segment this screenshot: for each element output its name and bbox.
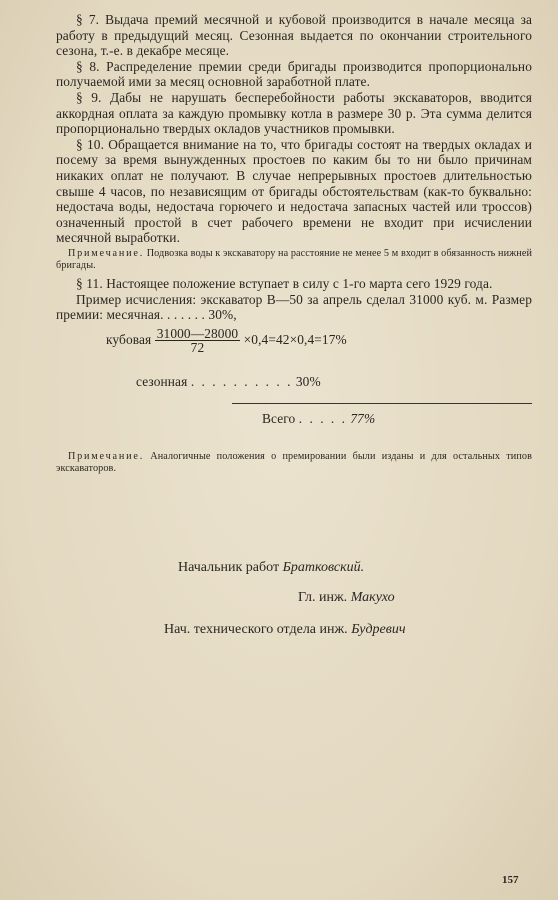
premium-calculation — [56, 325, 532, 445]
cubic-formula: ×0,4=42×0,4=17% — [243, 331, 347, 347]
fraction-denominator: 72 — [190, 339, 205, 355]
note-analogous — [56, 451, 532, 475]
fraction — [155, 327, 240, 355]
calculation-example: Пример исчисления: экскаватор В—50 за апрель сделал 31000 куб. м. Размер премии: месячная. . . . . . . 30%, — [56, 291, 532, 323]
total-value: 77% — [350, 410, 376, 426]
total-dots: . . . . . — [298, 410, 347, 426]
note2-label: Примечание. — [68, 450, 145, 462]
paragraph-9: § 9. Дабы не нарушать бесперебойности работы экскаваторов, вводится аккордная оплата за каждую промывку котла в размере 30 р. Эта сумма делится пропорционально твердых окладов участников промывки. — [56, 89, 532, 137]
signature-tech-department — [164, 622, 406, 638]
note2-text: Аналогичные положения о премировании были изданы и для остальных типов экскаваторов. — [56, 450, 532, 474]
seasonal-dots: . . . . . . . . . . — [190, 373, 293, 389]
paragraph-8: § 8. Распределение премии среди бригады производится пропорционально получаемой ими за месяц основной заработной плате. — [56, 58, 532, 90]
total-rule — [232, 403, 532, 404]
paragraph-11: § 11. Настоящее положение вступает в силу с 1-го марта сего 1929 года. — [76, 275, 493, 291]
signature-name: Будревич — [351, 622, 406, 637]
paragraph-7: § 7. Выдача премий месячной и кубовой производится в начале месяца за работу в предыдущий месяц. Сезонная выдается по окончании строительного сезона, т.-е. в декабре месяце. — [56, 12, 532, 59]
signature-name: Макухо — [350, 590, 395, 605]
note-water — [56, 248, 532, 272]
page-number: 157 — [502, 874, 519, 886]
cubic-label: кубовая — [106, 331, 152, 347]
signature-chief-of-works — [178, 560, 364, 576]
main-text — [56, 12, 532, 479]
signature-name: Братковский. — [282, 560, 365, 575]
seasonal-row — [136, 374, 321, 390]
signature-title: Нач. технического отдела инж. — [164, 622, 348, 637]
seasonal-value: 30% — [295, 373, 321, 389]
note-text: Подвозка воды к экскаватору на расстояние не менее 5 м входит в обязанность нижней бригады. — [56, 247, 532, 271]
signature-chief-engineer — [298, 590, 395, 606]
total-label: Всего — [262, 410, 296, 426]
note-label: Примечание. — [68, 247, 145, 259]
total-row — [262, 411, 375, 427]
paragraph-10: § 10. Обращается внимание на то, что бригады состоят на твердых окладах и посему за время вынужденных простоев по каким бы то ни было причинам никаких оплат не получают. В случае непрерывных простоев длительностью свыше 4 часов, по независящим от бригады обстоятельствам (как-то буквально: недостача воды, недостача горючего и недостача запасных частей или троссов) означенный простой в счет рабочего времени не входит при исчислении месячной выработки. — [56, 136, 532, 246]
fraction-numerator: 31000—28000 — [156, 325, 239, 341]
seasonal-label: сезонная — [136, 373, 188, 389]
signature-title: Гл. инж. — [298, 590, 348, 605]
signature-title: Начальник работ — [178, 560, 280, 575]
cubic-premium-row — [106, 327, 347, 355]
